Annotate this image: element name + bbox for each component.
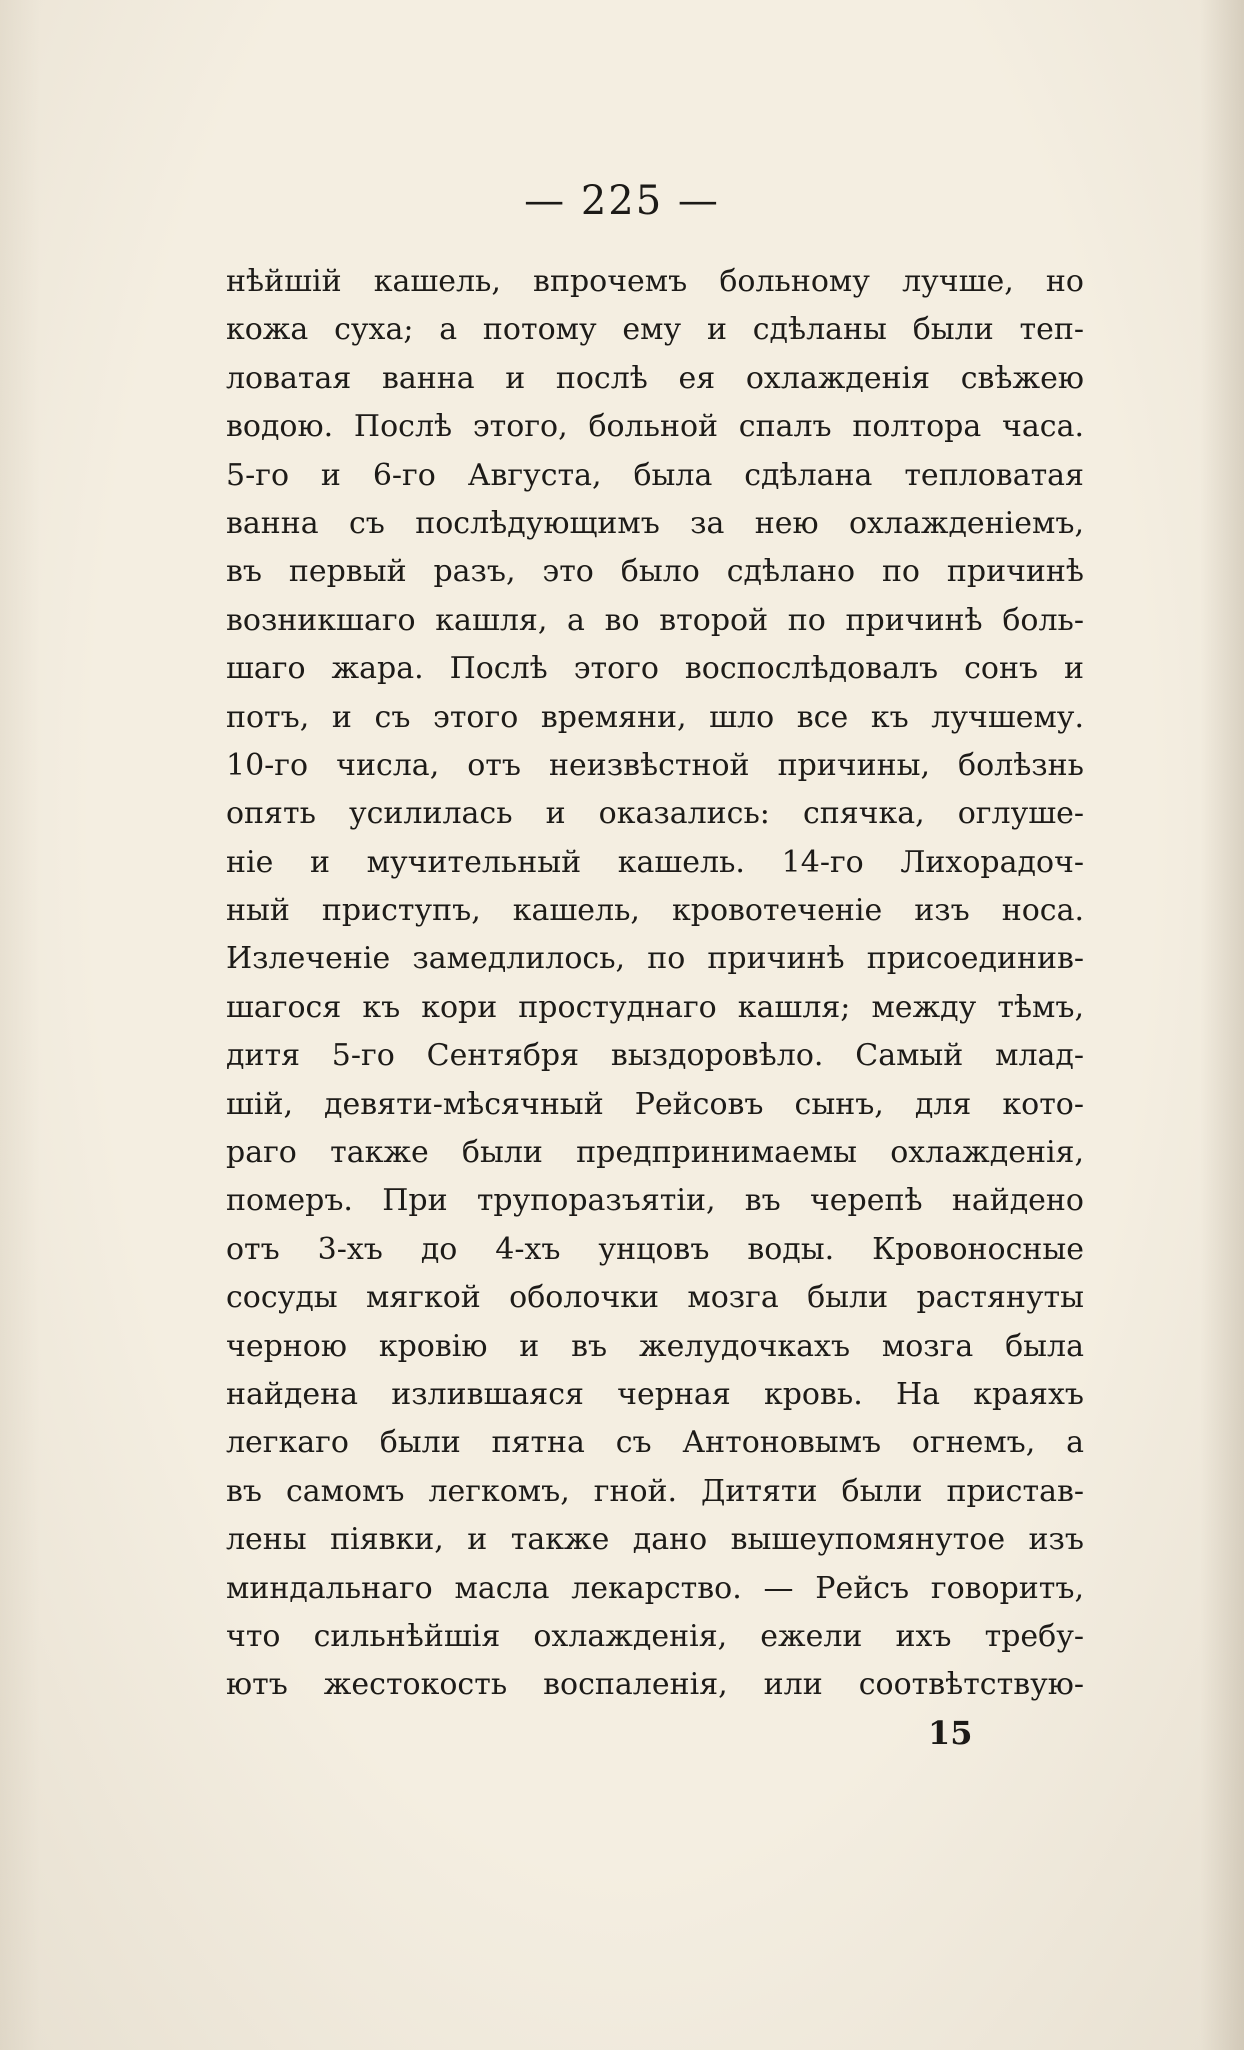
text-line: шаго жара. Послѣ этого воспослѣдовалъ сонъ и — [226, 651, 1084, 687]
text-line: опять усилилась и оказались: спячка, оглуше- — [226, 796, 1084, 832]
signature-mark: 15 — [928, 1714, 973, 1752]
text-line: найдена излившаяся черная кровь. На краяхъ — [226, 1376, 1084, 1412]
text-line: ванна съ послѣдующимъ за нею охлажденіемъ, — [226, 505, 1084, 541]
text-line: 10-го числа, отъ неизвѣстной причины, болѣзнь — [226, 747, 1084, 783]
text-line: въ самомъ легкомъ, гной. Дитяти были пристав- — [226, 1473, 1084, 1509]
text-line: отъ 3-хъ до 4-хъ унцовъ воды. Кровоносные — [226, 1231, 1084, 1267]
text-line: нѣйшій кашель, впрочемъ больному лучше, но — [226, 264, 1084, 299]
text-line: раго также были предпринимаемы охлажденія, — [226, 1135, 1084, 1171]
text-line: лены піявки, и также дано вышеупомянутое изъ — [226, 1522, 1084, 1558]
text-line: дитя 5-го Сентября выздоровѣло. Самый млад- — [226, 1038, 1084, 1074]
text-line: ютъ жестокость воспаленія, или соотвѣтствую- — [226, 1667, 1084, 1703]
text-line: померъ. При трупоразъятіи, въ черепѣ найдено — [226, 1183, 1084, 1219]
text-line: миндальнаго масла лекарство. — Рейсъ говоритъ, — [226, 1570, 1084, 1606]
text-line: ловатая ванна и послѣ ея охлажденія свѣжею — [226, 360, 1084, 396]
text-line: въ первый разъ, это было сдѣлано по причинѣ — [226, 554, 1084, 590]
text-line: кожа суха; а потому ему и сдѣланы были теп- — [226, 312, 1084, 348]
text-line: шагося къ кори простуднаго кашля; между тѣмъ, — [226, 989, 1084, 1025]
text-line: легкаго были пятна съ Антоновымъ огнемъ, а — [226, 1425, 1084, 1461]
text-line: водою. Послѣ этого, больной спалъ полтора часа. — [226, 409, 1084, 445]
text-line: ный приступъ, кашель, кровотеченіе изъ носа. — [226, 893, 1084, 929]
text-line: 5-го и 6-го Августа, была сдѣлана тепловатая — [226, 457, 1084, 493]
text-line: черною кровію и въ желудочкахъ мозга была — [226, 1328, 1084, 1364]
text-line: Излеченіе замедлилось, по причинѣ присоединив- — [226, 941, 1084, 977]
body-text — [226, 258, 1084, 1710]
text-line: что сильнѣйшія охлажденія, ежели ихъ требу- — [226, 1618, 1084, 1654]
page-number: — 225 — — [524, 178, 720, 224]
text-line: сосуды мягкой оболочки мозга были растянуты — [226, 1280, 1084, 1316]
text-line: ніе и мучительный кашель. 14-го Лихорадоч- — [226, 844, 1084, 880]
text-line: шій, девяти-мѣсячный Рейсовъ сынъ, для кото- — [226, 1086, 1084, 1122]
text-line: потъ, и съ этого времяни, шло все къ лучшему. — [226, 699, 1084, 735]
text-line: возникшаго кашля, а во второй по причинѣ боль- — [226, 602, 1084, 638]
